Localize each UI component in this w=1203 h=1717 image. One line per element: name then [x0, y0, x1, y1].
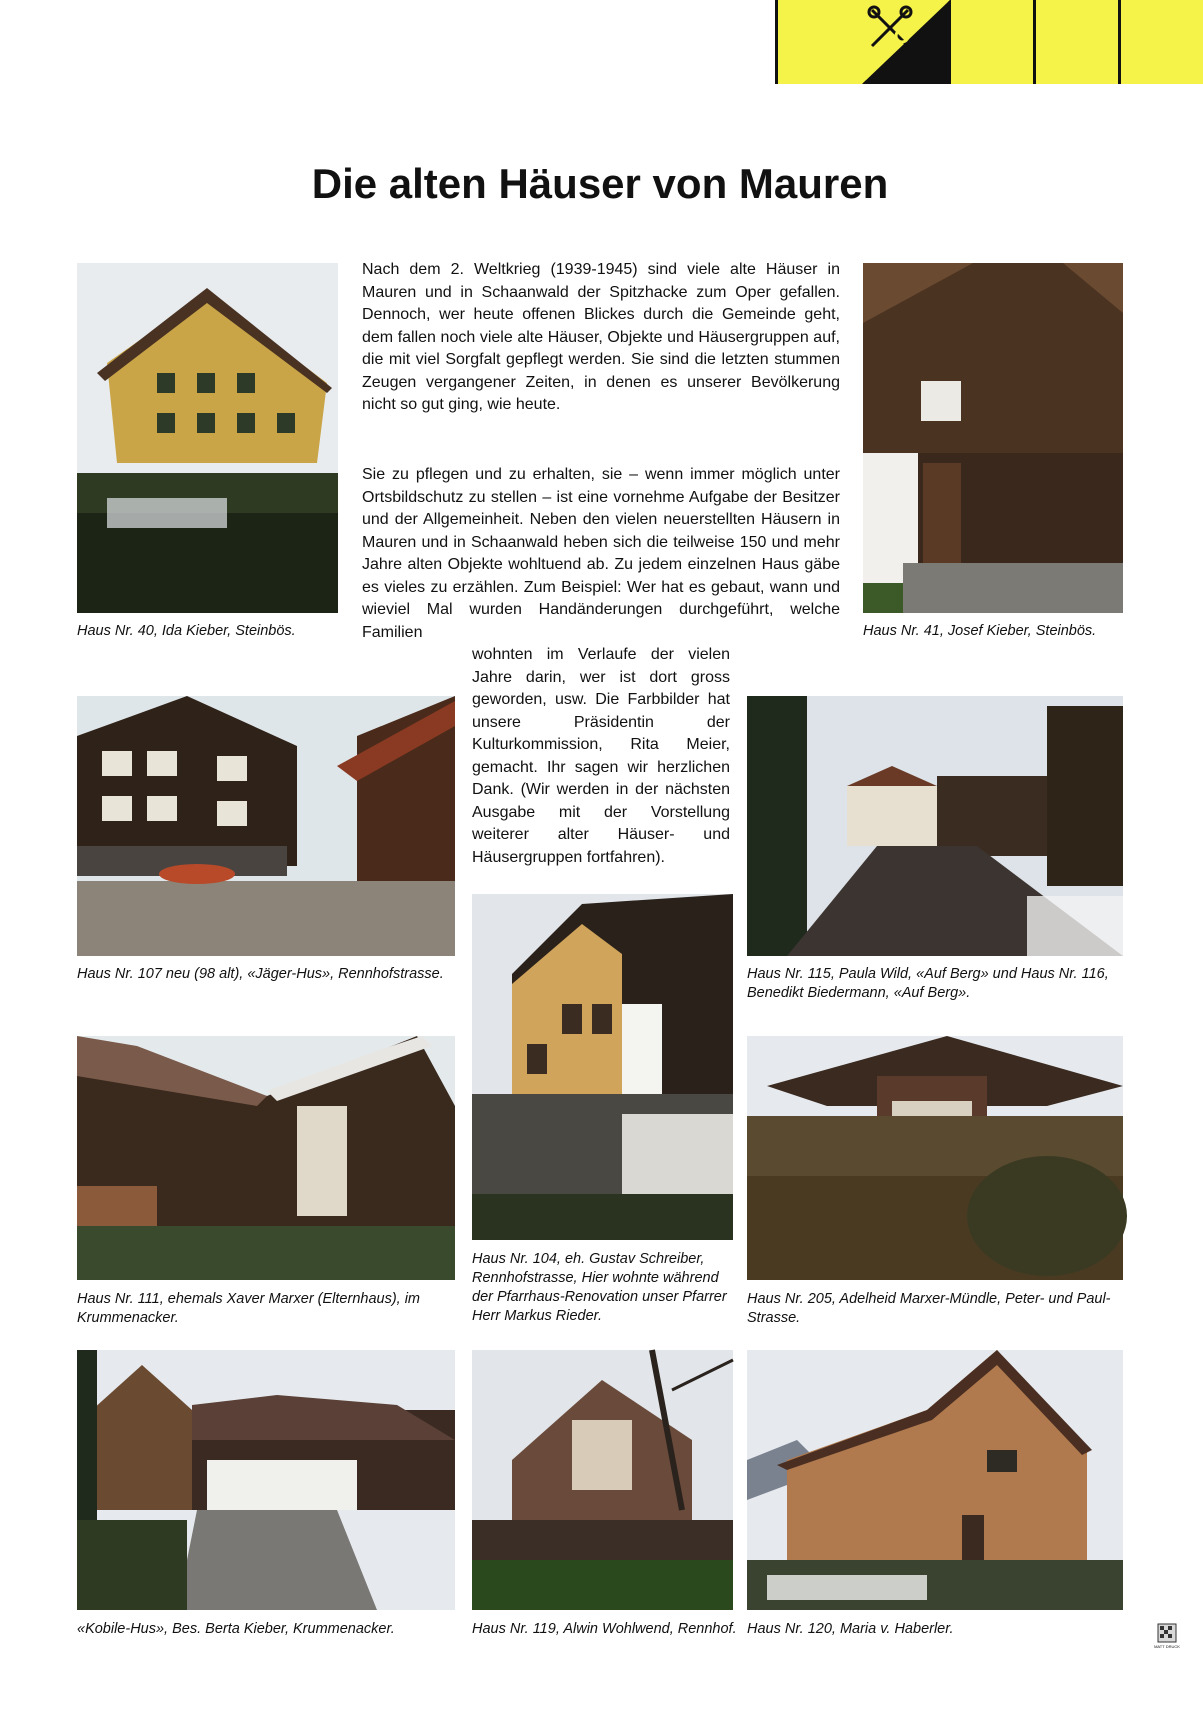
section-tab-strip: [775, 0, 1203, 84]
tab-divider: [1033, 0, 1036, 84]
crossed-keys-crest-icon: [862, 0, 950, 84]
page-title: Die alten Häuser von Mauren: [311, 160, 889, 207]
article-paragraph: Sie zu pflegen und zu erhalten, sie – wenn immer möglich unter Ortsbildschutz zu stellen – ist eine vornehme Aufgabe der Besitzer und der Allgemeinheit. Neben den vielen neuerstellten Häusern in Mauren und in Schaanwald heben sich die teilweise 150 und mehr Jahre alten Objekte wohltuend ab. Zu jedem einzelnen Haus gäbe es vieles zu erzählen. Zum Beispiel: Wer hat es gebaut, wann und wieviel Mal wurden Handänderungen durchgeführt, welche Familien: [362, 466, 840, 641]
photo-caption: «Kobile-Hus», Bes. Berta Kieber, Krummenacker.: [77, 1621, 395, 1637]
photo-haus-107: [77, 696, 455, 956]
photo-caption: Haus Nr. 40, Ida Kieber, Steinbös.: [77, 623, 296, 639]
photo-haus-111: [77, 1036, 455, 1280]
photo-haus-120: [747, 1350, 1123, 1610]
photo-haus-104: [472, 894, 733, 1240]
photo-caption: Haus Nr. 205, Adelheid Marxer-Mündle, Peter- und Paul-Strasse.: [747, 1291, 1111, 1326]
photo-caption: Haus Nr. 115, Paula Wild, «Auf Berg» und Haus Nr. 116, Benedikt Biedermann, «Auf Berg».: [747, 966, 1109, 1001]
photo-kobile-hus: [77, 1350, 455, 1610]
article-paragraph: wohnten im Verlaufe der vielen Jahre darin, wer ist dort gross geworden, usw. Die Farbbilder hat unsere Präsidentin der Kulturkommission, Rita Meier, gemacht. Ihr sagen wir herzlichen Dank. (Wir werden in der nächsten Ausgabe mit der Vorstellung weiterer alter Häuser- und Häusergruppen fortfahren).: [472, 646, 730, 866]
photo-caption: Haus Nr. 120, Maria v. Haberler.: [747, 1621, 954, 1637]
tab-divider: [1118, 0, 1121, 84]
photo-caption: Haus Nr. 104, eh. Gustav Schreiber, Rennhofstrasse, Hier wohnte während der Pfarrhaus-Renovation unser Pfarrer Herr Markus Rieder.: [472, 1251, 727, 1324]
article-paragraph: Nach dem 2. Weltkrieg (1939-1945) sind viele alte Häuser in Mauren und in Schaanwald der Spitzhacke zum Oper gefallen. Dennoch, wer heute offenen Blickes durch die Gemeinde geht, dem fallen noch viele alte Häuser, Objekte und Häusergruppen auf, die mit viel Sorgfalt gepflegt werden. Sie sind die letzten stummen Zeugen vergangener Zeiten, in denen es unserer Bevölkerung nicht so gut ging, wie heute.: [362, 261, 840, 413]
photo-caption: Haus Nr. 107 neu (98 alt), «Jäger-Hus», Rennhofstrasse.: [77, 966, 444, 982]
printer-logo-icon: [1156, 1622, 1178, 1650]
printer-logo-text: MATT DRUCK: [1154, 1644, 1180, 1649]
photo-haus-115-116: [747, 696, 1123, 956]
photo-caption: Haus Nr. 41, Josef Kieber, Steinbös.: [863, 623, 1097, 639]
photo-haus-41: [863, 263, 1123, 613]
photo-caption: Haus Nr. 111, ehemals Xaver Marxer (Elternhaus), im Krummenacker.: [77, 1291, 421, 1326]
photo-haus-205: [747, 1036, 1123, 1280]
photo-caption: Haus Nr. 119, Alwin Wohlwend, Rennhof.: [472, 1621, 737, 1637]
photo-haus-119: [472, 1350, 733, 1610]
photo-haus-40: [77, 263, 338, 613]
